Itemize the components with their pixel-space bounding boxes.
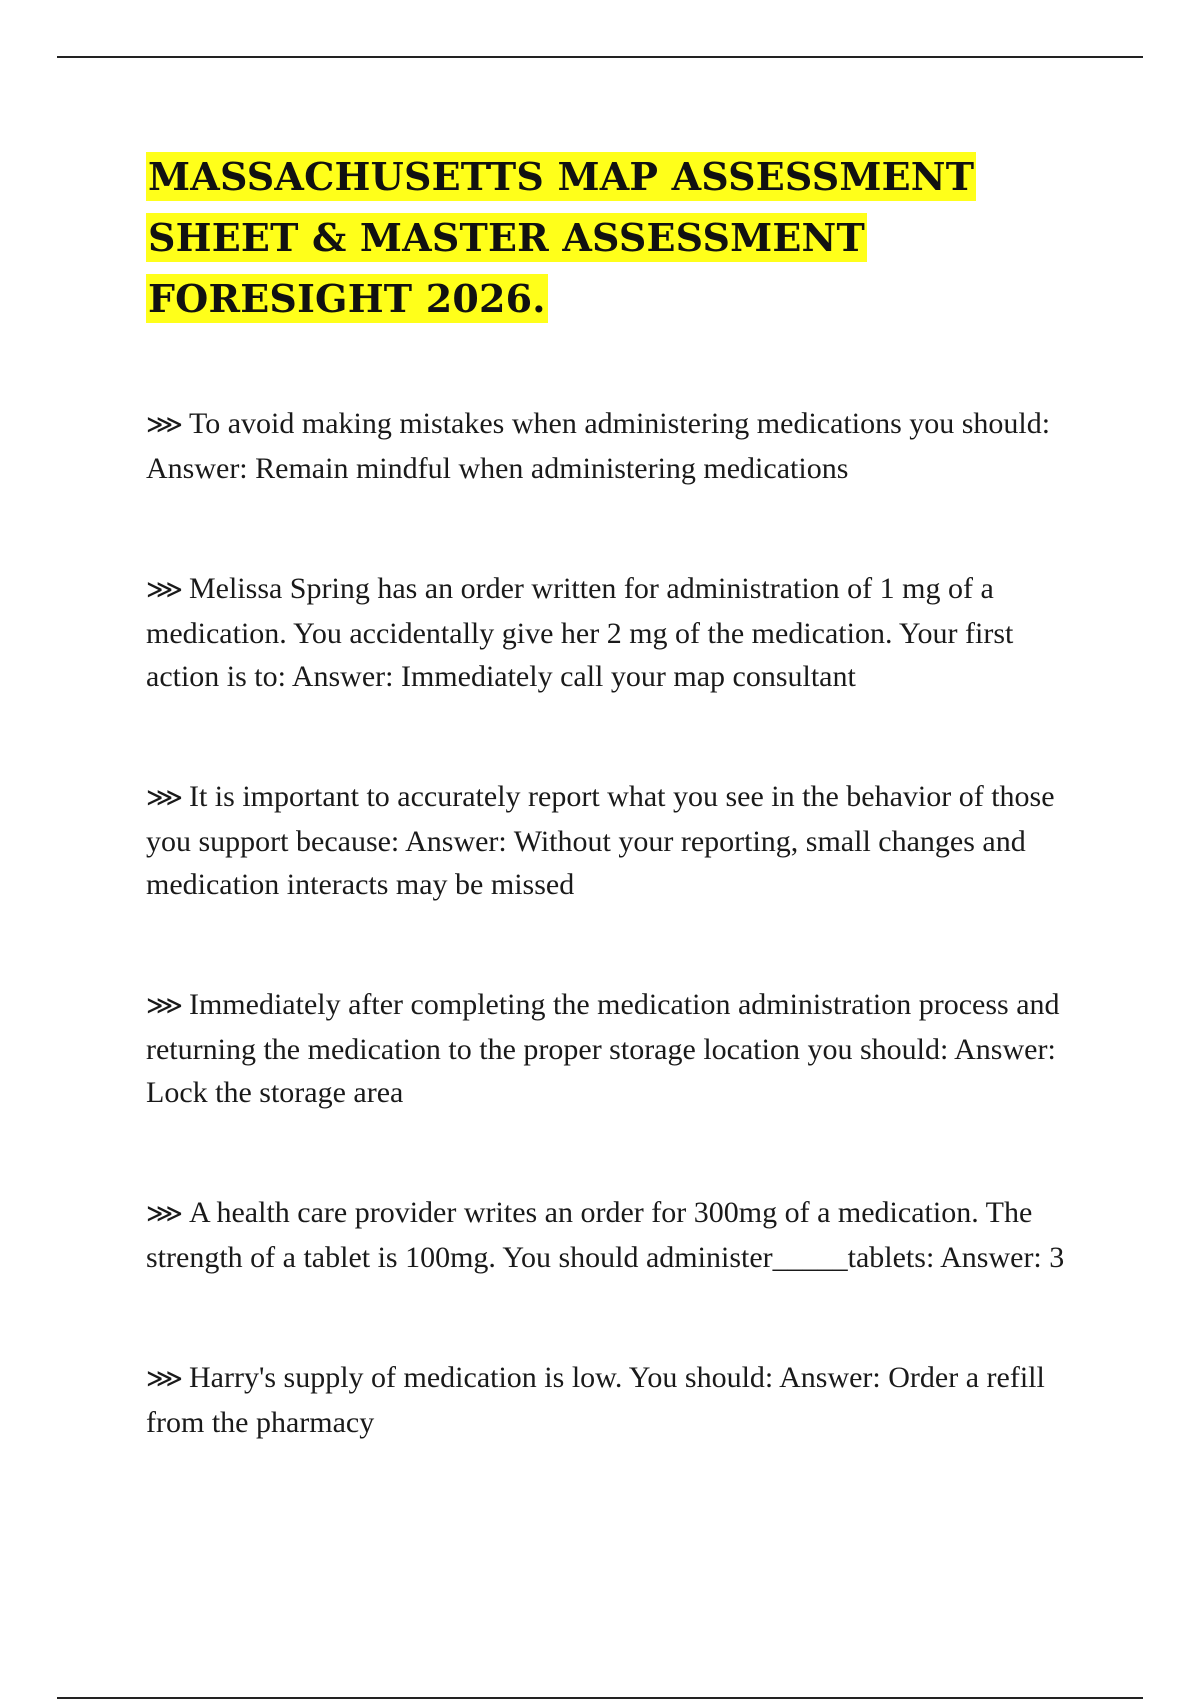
qa-item-text: To avoid making mistakes when administering medications you should: Answer: Remain mindful when administering medications [146, 407, 1051, 485]
qa-item-text: It is important to accurately report what you see in the behavior of those you support because: Answer: Without your reporting, small changes and medication interacts may be missed [146, 780, 1055, 901]
qa-item [146, 1356, 1066, 1444]
title-highlight: MASSACHUSETTS MAP ASSESSMENT SHEET & MASTER ASSESSMENT FORESIGHT 2026. [148, 154, 975, 321]
triple-right-arrow-icon [146, 410, 183, 440]
triple-right-arrow-icon [146, 1364, 183, 1394]
qa-item [146, 775, 1066, 906]
qa-item [146, 983, 1066, 1114]
document-title [146, 146, 1066, 329]
qa-item [146, 1191, 1066, 1279]
qa-list [146, 402, 1066, 1521]
triple-right-arrow-icon [146, 783, 183, 813]
qa-item [146, 402, 1066, 490]
qa-item-text: A health care provider writes an order for 300mg of a medication. The strength of a tablet is 100mg. You should administer_____tablets: Answer: 3 [146, 1196, 1065, 1274]
triple-right-arrow-icon [146, 1199, 183, 1229]
qa-item-text: Immediately after completing the medication administration process and returning the medication to the proper storage location you should: Answer: Lock the storage area [146, 988, 1060, 1109]
qa-item [146, 567, 1066, 698]
triple-right-arrow-icon [146, 575, 183, 605]
triple-right-arrow-icon [146, 991, 183, 1021]
qa-item-text: Melissa Spring has an order written for administration of 1 mg of a medication. You accidentally give her 2 mg of the medication. Your first action is to: Answer: Immediately call your map consultant [146, 572, 1014, 693]
bottom-divider [57, 1697, 1143, 1699]
top-divider [57, 56, 1143, 58]
qa-item-text: Harry's supply of medication is low. You should: Answer: Order a refill from the pharmacy [146, 1361, 1045, 1439]
